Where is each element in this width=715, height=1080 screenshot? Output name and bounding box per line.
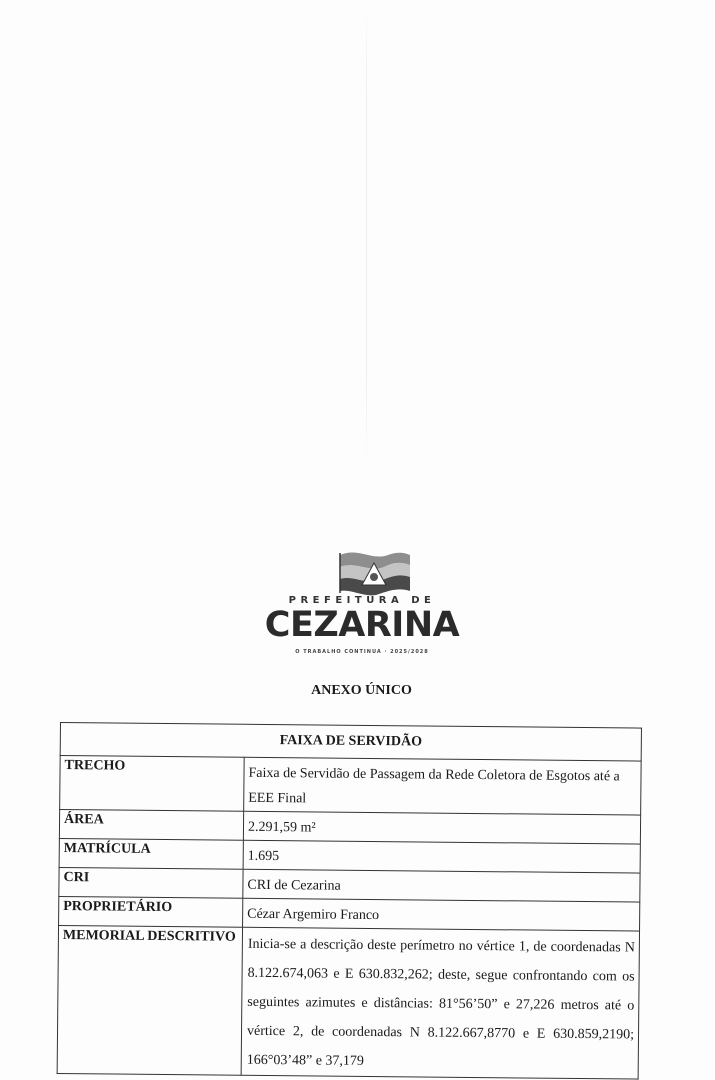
table-header: FAIXA DE SERVIDÃO [60,723,641,762]
value-cri: CRI de Cezarina [243,869,640,902]
label-cri: CRI [59,867,243,898]
logo-prefeitura-text: PREFEITURA DE [288,595,436,606]
label-trecho: TRECHO [60,756,245,812]
value-proprietario: Cézar Argemiro Franco [243,898,640,931]
flag-emblem-icon [336,545,412,597]
logo-city-name: CEZARINA [264,605,460,645]
label-memorial: MEMORIAL DESCRITIVO [57,925,242,1075]
label-proprietario: PROPRIETÁRIO [59,896,243,927]
table-row-trecho [60,756,641,816]
table-header-row [60,723,641,762]
municipality-logo [262,545,462,660]
label-matricula: MATRÍCULA [59,838,243,869]
logo-slogan: O TRABALHO CONTINUA · 2025/2028 [295,649,429,655]
table-row-memorial [57,925,639,1079]
value-trecho: Faixa de Servidão de Passagem da Rede Coletora de Esgotos até a EEE Final [244,757,642,815]
value-area: 2.291,59 m² [243,811,640,844]
paper-fold-line [366,0,367,470]
value-matricula: 1.695 [243,840,640,873]
value-memorial: Inicia-se a descrição deste perímetro no vértice 1, de coordenadas N 8.122.674,063 e E 630.832,262; deste, segue confrontando com os seguintes azimutes e distâncias: 81°56’50” e 27,226 metros até o vértice 2, de coordenadas N 8.122.667,8770 e E 630.859,2190; 166°03’48” e 37,179 [241,927,639,1079]
label-area: ÁREA [59,810,243,841]
servitude-table [57,722,642,1080]
annex-title: ANEXO ÚNICO [311,683,412,698]
